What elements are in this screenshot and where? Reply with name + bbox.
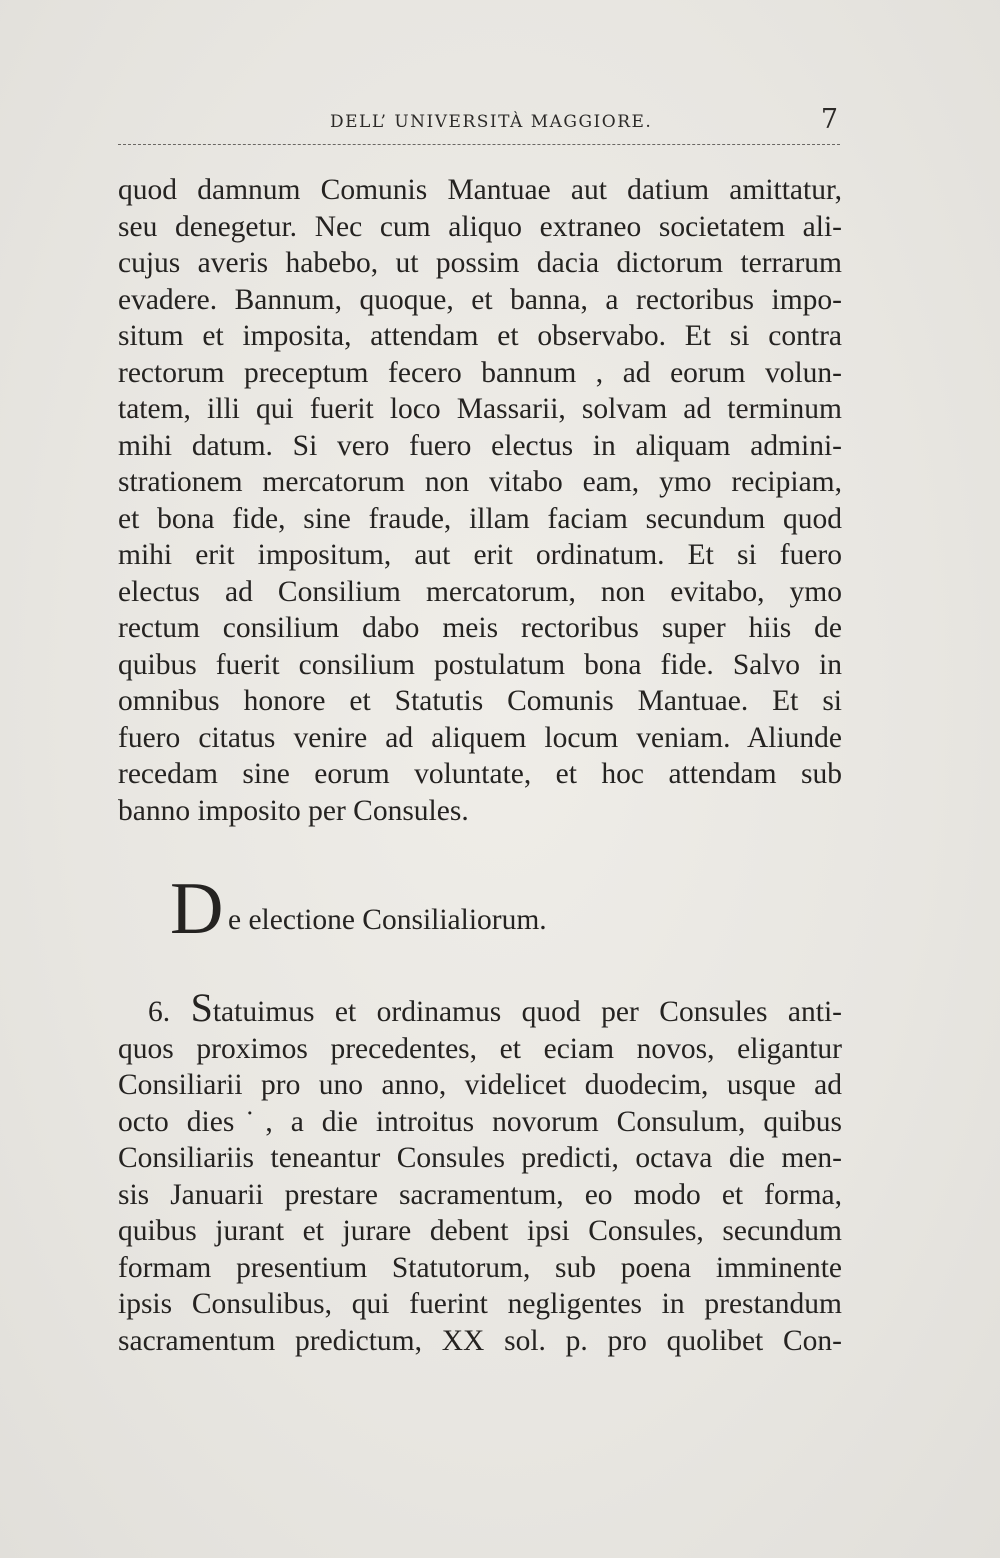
drop-cap: D: [170, 868, 224, 950]
running-head: DELL’ UNIVERSITÀ MAGGIORE.: [330, 112, 653, 132]
text-line: tatem, illi qui fuerit loco Massarii, solvam ad terminum: [118, 393, 842, 425]
text-line: sis Januarii prestare sacramentum, eo modo et forma,: [118, 1178, 842, 1211]
text-line: quos proximos precedentes, et eciam novos, eligantur: [118, 1032, 842, 1065]
text-line: Consiliariis teneantur Consules predicti, octava die men-: [118, 1142, 842, 1174]
text-line-first: [118, 985, 842, 1031]
text-line: quibus jurant et jurare debent ipsi Consules, secundum: [118, 1215, 842, 1247]
text-line: rectum consilium dabo meis rectoribus super hiis de: [118, 612, 842, 644]
text-line: et bona fide, sine fraude, illam faciam secundum quod: [118, 502, 842, 535]
text-line: recedam sine eorum voluntate, et hoc attendam sub: [118, 758, 842, 790]
text-line: fuero citatus venire ad aliquem locum veniam. Aliunde: [118, 721, 842, 754]
page-number: 7: [820, 104, 838, 135]
paragraph-1: [118, 172, 842, 829]
text-line: ipsis Consulibus, qui fuerint negligentes in prestandum: [118, 1288, 842, 1320]
text-line: strationem mercatorum non vitabo eam, ymo recipiam,: [118, 466, 842, 498]
text-line: electus ad Consilium mercatorum, non evitabo, ymo: [118, 575, 842, 608]
first-line-text: tatuimus et ordinamus quod per Consules anti-: [212, 996, 842, 1028]
page-header: [118, 104, 840, 145]
text-line: octo dies˙, a die introitus novorum Consulum, quibus: [118, 1105, 842, 1138]
text-line: evadere. Bannum, quoque, et banna, a rectoribus impo-: [118, 283, 842, 316]
text-line: mihi datum. Si vero fuero electus in aliquam admini-: [118, 429, 842, 462]
text-line: omnibus honore et Statutis Comunis Mantuae. Et si: [118, 685, 842, 717]
text-line: sacramentum predictum, XX sol. p. pro quolibet Con-: [118, 1324, 842, 1357]
text-line: situm et imposita, attendam et observabo. Et si contra: [118, 320, 842, 352]
text-line: mihi erit impositum, aut erit ordinatum. Et si fuero: [118, 539, 842, 571]
initial-letter: S: [190, 985, 213, 1030]
text-line: formam presentium Statutorum, sub poena imminente: [118, 1251, 842, 1284]
paragraph-number: 6.: [148, 996, 171, 1028]
section-heading-text: e electione Consilialiorum.: [228, 904, 547, 936]
text-line: cujus averis habebo, ut possim dacia dictorum terrarum: [118, 247, 842, 279]
text-line: seu denegetur. Nec cum aliquo extraneo societatem ali-: [118, 210, 842, 243]
text-line: Consiliarii pro uno anno, videlicet duodecim, usque ad: [118, 1069, 842, 1101]
text-line: rectorum preceptum fecero bannum , ad eorum volun-: [118, 356, 842, 389]
text-line: quibus fuerit consilium postulatum bona fide. Salvo in: [118, 648, 842, 681]
text-line: quod damnum Comunis Mantuae aut datium amittatur,: [118, 174, 842, 206]
text-line: banno imposito per Consules.: [118, 794, 469, 827]
paragraph-2: [118, 985, 842, 1359]
